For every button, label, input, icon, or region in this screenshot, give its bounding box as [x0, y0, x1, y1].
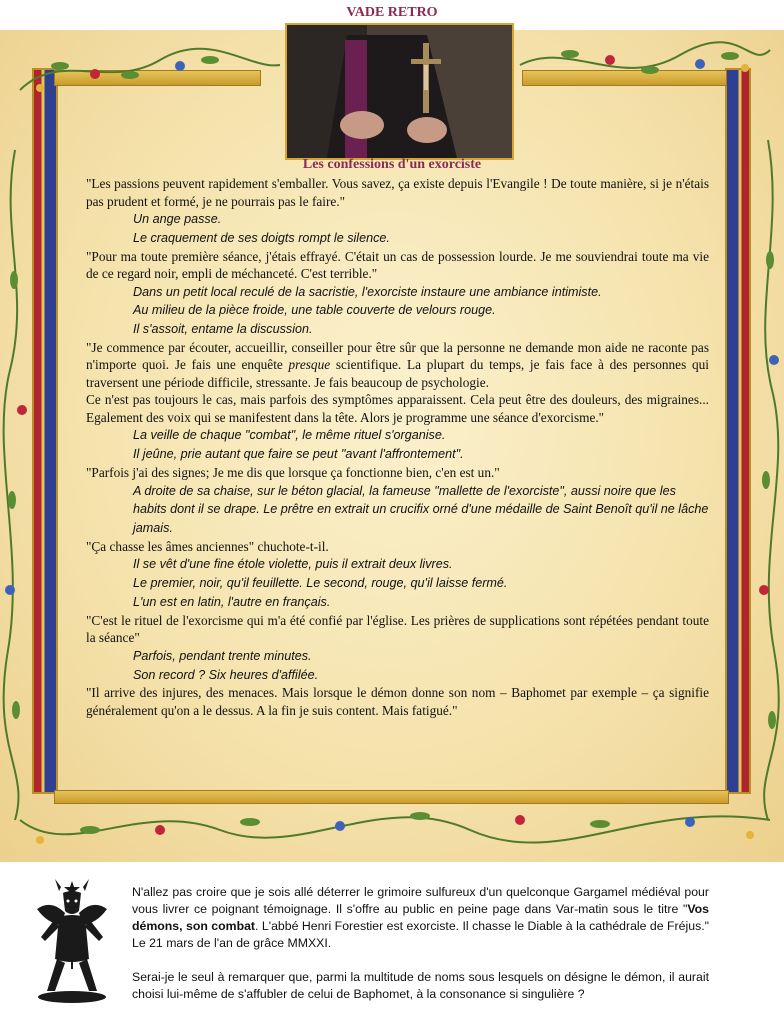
narration-line: Un ange passe. — [133, 212, 222, 226]
narration-line: La veille de chaque "combat", le même rituel s'organise. — [133, 428, 446, 443]
narration-line: Au milieu de la pièce froide, une table couverte de velours rouge. — [133, 303, 496, 318]
narration-line: Parfois, pendant trente minutes. — [133, 648, 312, 663]
priest-holding-crucifix-photo — [285, 23, 514, 160]
narration-line: Le premier, noir, qu'il feuillette. Le second, rouge, qu'il laisse fermé. — [133, 576, 508, 591]
quote-paragraph: "Les passions peuvent rapidement s'emballer. Vous savez, ça existe depuis l'Evangile ! De toute manière, si je n'étais pas prudent et formé, je ne pourrais pas le faire." — [86, 176, 709, 209]
footer-paragraph — [132, 884, 709, 952]
narration-line: A droite de sa chaise, sur le béton glacial, la fameuse "mallette de l'exorciste", aussi noire que les habits dont il se drape. Le prêtre en extrait un crucifix orné d'une médaille de Saint Benoît qu'il ne lâche jamais. — [133, 483, 709, 536]
narration-line: Il s'assoit, entame la discussion. — [133, 322, 313, 337]
narration-line: Il se vêt d'une fine étole violette, puis il extrait deux livres. — [133, 557, 453, 572]
narration-line: Il jeûne, prie autant que faire se peut "avant l'affrontement". — [133, 447, 464, 462]
quote-paragraph: "Ça chasse les âmes anciennes" chuchote-t-il. — [86, 538, 329, 554]
quote-paragraph: "Il arrive des injures, des menaces. Mais lorsque le démon donne son nom – Baphomet par exemple – ça signifie généralement qu'on a le dessus. A la fin je suis content. Mais fatigué." — [86, 685, 709, 718]
quote-text: scientifique. La plupart du temps, je fais face à des personnes qui traversent une période difficile, stressante. Je fais beaucoup de psychologie. — [86, 357, 709, 390]
quote-paragraph: Ce n'est pas toujours le cas, mais parfois des symptômes apparaissent. Cela peut être des douleurs, des migraines... Egalement des voix qui se manifestent dans la tête. Alors je programme une séance d'exorcisme." — [86, 392, 709, 425]
footer-bold-title: Vos démons, son combat — [132, 902, 709, 933]
quote-paragraph — [86, 339, 709, 392]
quote-text: "Je commence par écouter, accueillir, conseiller pour être sûr que la personne ne demande mon aide ne raconte pas n'importe quoi. Je fais une enquête — [86, 339, 709, 373]
quote-paragraph: "C'est le rituel de l'exorcisme qui m'a été confié par l'église. Les prières de supplications sont répétées pendant toute la séance" — [86, 612, 709, 646]
footer-text-part: . L'abbé Henri Forestier est exorciste. Il chasse le Diable à la cathédrale de Fréjus." Le 21 mars de l'an de grâce MMXXI. — [132, 919, 709, 950]
footer-commentary — [132, 884, 709, 1003]
article-body — [86, 175, 709, 719]
quote-paragraph: "Pour ma toute première séance, j'étais effrayé. C'était un cas de possession lourde. Je me souviendrai toute ma vie de ce regard noir, empli de méchanceté. C'est terrible." — [86, 248, 709, 282]
baphomet-illustration-icon — [33, 879, 111, 1005]
narration-line: Le craquement de ses doigts rompt le silence. — [133, 230, 390, 245]
page-title: VADE RETRO — [346, 5, 438, 20]
narration-line: Dans un petit local reculé de la sacristie, l'exorciste instaure une ambiance intimiste. — [133, 284, 602, 299]
footer-paragraph: Serai-je le seul à remarquer que, parmi la multitude de noms sous lesquels on désigne le démon, il aurait choisi lui-même de s'affubler de celui de Baphomet, à la consonance si singulière ? — [132, 970, 709, 1001]
emphasized-word: presque — [288, 357, 331, 373]
quote-paragraph: "Parfois j'ai des signes; Je me dis que lorsque ça fonctionne bien, c'en est un." — [86, 465, 500, 481]
narration-line: L'un est en latin, l'autre en français. — [133, 595, 331, 610]
footer-text-part: N'allez pas croire que je sois allé déterrer le grimoire sulfureux d'un quelconque Gargamel médiéval pour vous livrer ce poignant témoignage. Il s'offre au public en peine page dans Var-matin sous le titre " — [132, 885, 709, 916]
narration-line: Son record ? Six heures d'affilée. — [133, 667, 319, 682]
article-subtitle: Les confessions d'un exorciste — [302, 157, 482, 172]
